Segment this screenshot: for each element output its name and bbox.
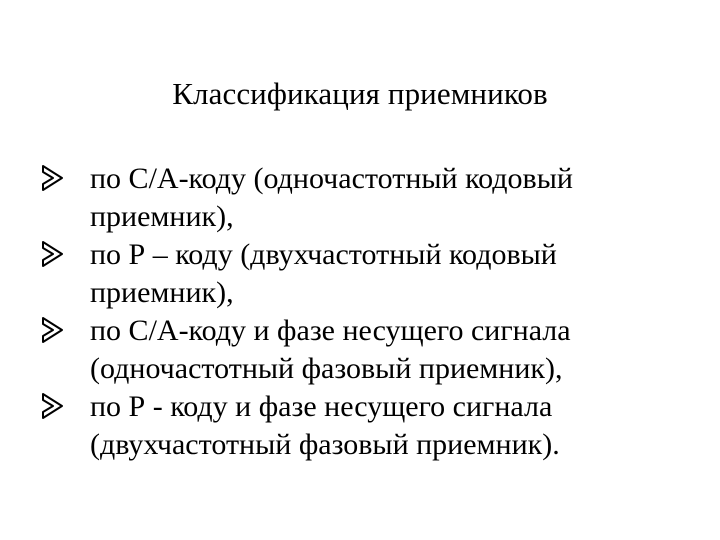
bullet-text: по С/А-коду (одночастотный кодовый приемник), (90, 162, 573, 233)
arrowhead-bullet-icon (40, 315, 66, 345)
bullet-text: по Р - коду и фазе несущего сигнала (двухчастотный фазовый приемник). (90, 390, 560, 461)
bullet-list (36, 160, 696, 464)
bullet-text: по С/А-коду и фазе несущего сигнала (одночастотный фазовый приемник), (90, 314, 571, 385)
bullet-item (36, 312, 696, 388)
bullet-item (36, 388, 696, 464)
arrowhead-bullet-icon (40, 163, 66, 193)
bullet-text: по Р – коду (двухчастотный кодовый приемник), (90, 238, 557, 309)
arrowhead-bullet-icon (40, 391, 66, 421)
arrowhead-bullet-icon (40, 239, 66, 269)
bullet-item (36, 236, 696, 312)
slide-title: Классификация приемников (172, 76, 548, 111)
bullet-item (36, 160, 696, 236)
